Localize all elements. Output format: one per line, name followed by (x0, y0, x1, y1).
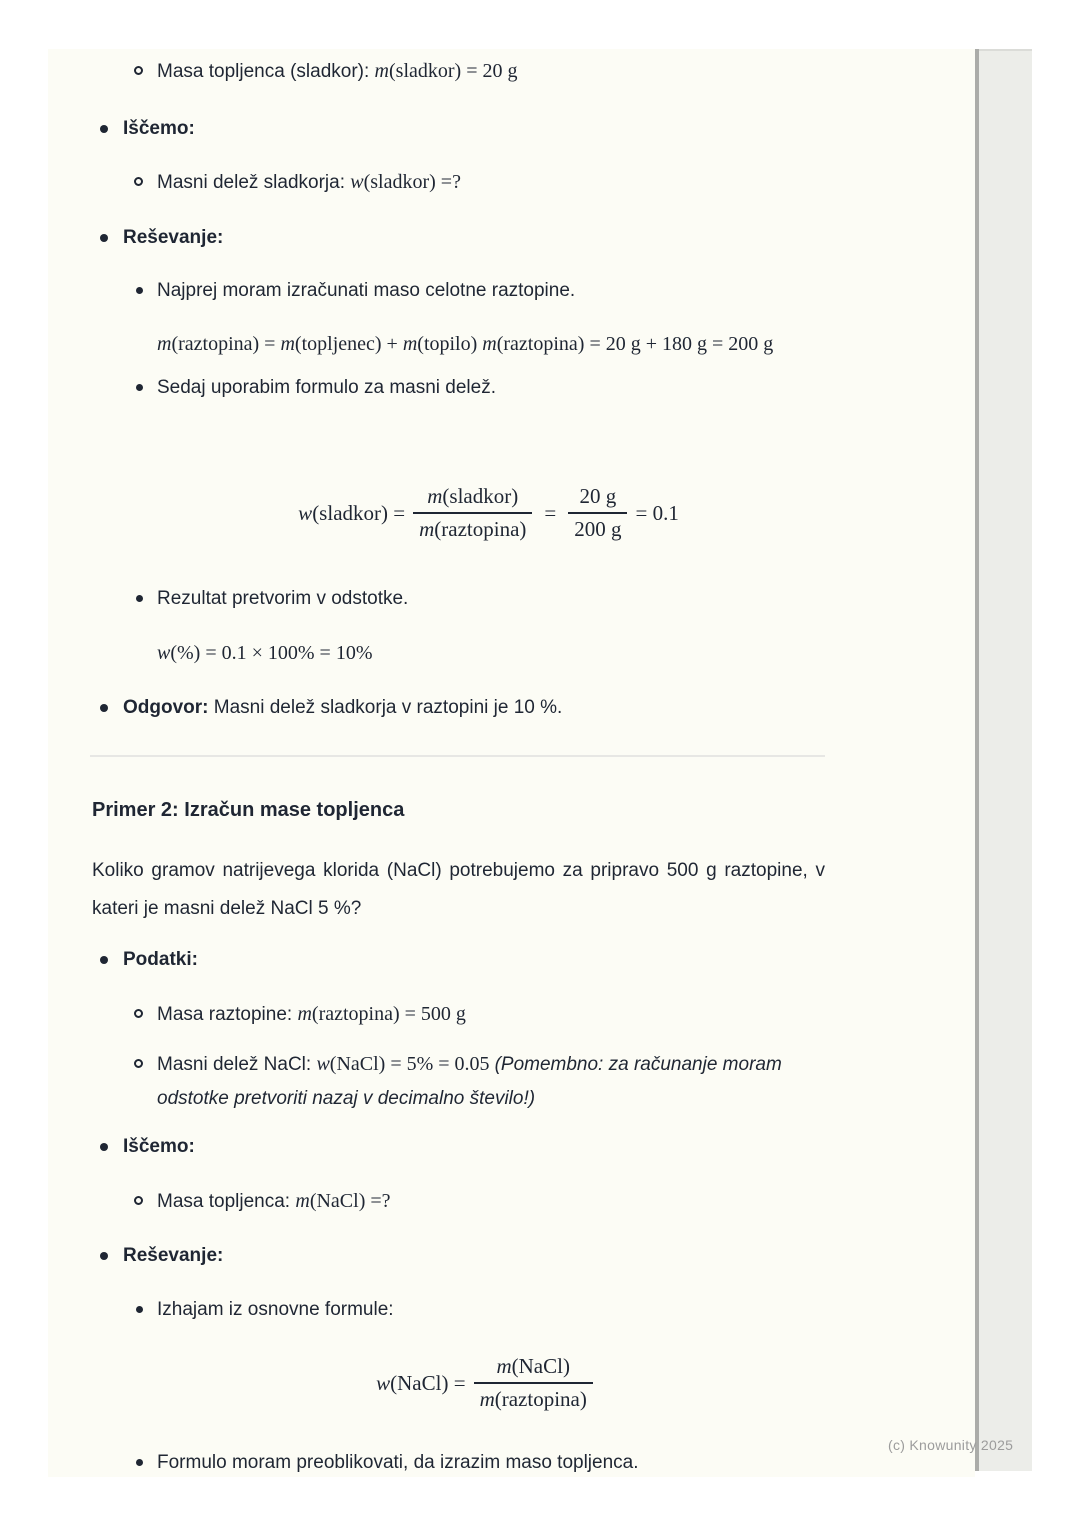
equals-sign: = (544, 500, 557, 525)
section-divider (90, 755, 825, 757)
page-content (92, 49, 825, 1474)
item-label: Masni delež NaCl: (157, 1054, 317, 1075)
fraction-numerator: m(NaCl) (496, 1354, 570, 1378)
list-item (92, 697, 825, 719)
formula-line: m(raztopina) = m(topljenec) + m(topilo) m(raztopina) = 20 g + 180 g = 200 g (157, 333, 774, 355)
formula-rhs: = 0.1 (635, 500, 679, 525)
list-item (92, 227, 825, 249)
section-label: Reševanje: (123, 1245, 224, 1266)
bullet-icon (136, 1306, 143, 1313)
list-item (92, 118, 825, 140)
display-formula (92, 1354, 825, 1412)
bullet-icon (100, 234, 108, 242)
fraction-denominator: m(raztopina) (413, 512, 532, 542)
item-note: (Pomembno: za računanje moram odstotke pretvoriti nazaj v decimalno število!) (157, 1054, 782, 1109)
list-item (92, 1003, 825, 1026)
example2-intro-paragraph: Koliko gramov natrijevega klorida (NaCl) potrebujemo za pripravo 500 g raztopine, v kateri je masni delež NaCl 5 %? (92, 860, 825, 919)
fraction (474, 1354, 593, 1412)
list-item-text (157, 1003, 825, 1026)
list-item (92, 588, 825, 610)
bullet-icon (136, 287, 143, 294)
list-item (92, 171, 825, 194)
list-item (92, 60, 825, 83)
section-label: Podatki: (123, 949, 198, 970)
step-text: Izhajam iz osnovne formule: (157, 1299, 394, 1320)
fraction (568, 484, 627, 542)
list-item-text (157, 1190, 825, 1213)
step-text: Sedaj uporabim formulo za masni delež. (157, 377, 497, 398)
bullet-icon (100, 125, 108, 133)
item-formula: m(NaCl) =? (295, 1190, 391, 1212)
formula-lhs: w(sladkor) = (298, 500, 406, 525)
item-formula: w(NaCl) = 5% = 0.05 (316, 1053, 495, 1075)
item-label: Masa raztopine: (157, 1004, 298, 1025)
list-item (92, 1299, 825, 1321)
scrollbar-track[interactable] (979, 49, 1032, 1471)
fraction-numerator: m(sladkor) (427, 484, 519, 508)
list-item (92, 1452, 825, 1474)
fraction-numerator: 20 g (579, 484, 617, 508)
answer-value: Masni delež sladkorja v raztopini je 10 %. (213, 697, 563, 718)
item-label: Masni delež sladkorja: (157, 172, 351, 193)
list-item (92, 1245, 825, 1267)
list-item (92, 1136, 825, 1158)
circle-bullet-icon (134, 1059, 143, 1068)
bullet-icon (100, 956, 108, 964)
answer-label: Odgovor: (123, 697, 209, 718)
fraction (413, 484, 532, 542)
list-item-text (157, 1047, 825, 1116)
item-formula: m(sladkor) = 20 g (374, 60, 518, 82)
circle-bullet-icon (134, 66, 143, 75)
fraction-denominator: 200 g (568, 512, 627, 542)
section-label: Reševanje: (123, 227, 224, 248)
step-text: Formulo moram preoblikovati, da izrazim maso topljenca. (157, 1452, 639, 1473)
bullet-icon (100, 1252, 108, 1260)
display-formula (92, 484, 825, 542)
circle-bullet-icon (134, 1196, 143, 1205)
answer-text (123, 697, 825, 719)
formula-lhs: w(NaCl) = (376, 1370, 466, 1395)
list-item (92, 1047, 825, 1116)
item-label: Masa topljenca: (157, 1191, 296, 1212)
circle-bullet-icon (134, 177, 143, 186)
item-formula: m(raztopina) = 500 g (297, 1003, 466, 1025)
list-item (92, 949, 825, 971)
list-item (92, 1190, 825, 1213)
section-label: Iščemo: (123, 118, 195, 139)
bullet-icon (136, 1459, 143, 1466)
item-formula: w(sladkor) =? (350, 171, 461, 193)
copyright-watermark: (c) Knowunity 2025 (888, 1437, 1014, 1453)
step-text: Najprej moram izračunati maso celotne raztopine. (157, 280, 576, 301)
list-item (92, 377, 825, 399)
list-item-text (157, 171, 825, 194)
section-label: Iščemo: (123, 1136, 195, 1157)
item-label: Masa topljenca (sladkor): (157, 61, 375, 82)
example2-heading: Primer 2: Izračun mase topljenca (92, 799, 405, 821)
bullet-icon (100, 704, 108, 712)
formula-line: w(%) = 0.1 × 100% = 10% (157, 642, 373, 664)
list-item-text (157, 60, 825, 83)
step-text: Rezultat pretvorim v odstotke. (157, 588, 409, 609)
fraction-denominator: m(raztopina) (474, 1382, 593, 1412)
list-item (92, 280, 825, 302)
bullet-icon (136, 384, 143, 391)
circle-bullet-icon (134, 1009, 143, 1018)
bullet-icon (100, 1143, 108, 1151)
bullet-icon (136, 595, 143, 602)
